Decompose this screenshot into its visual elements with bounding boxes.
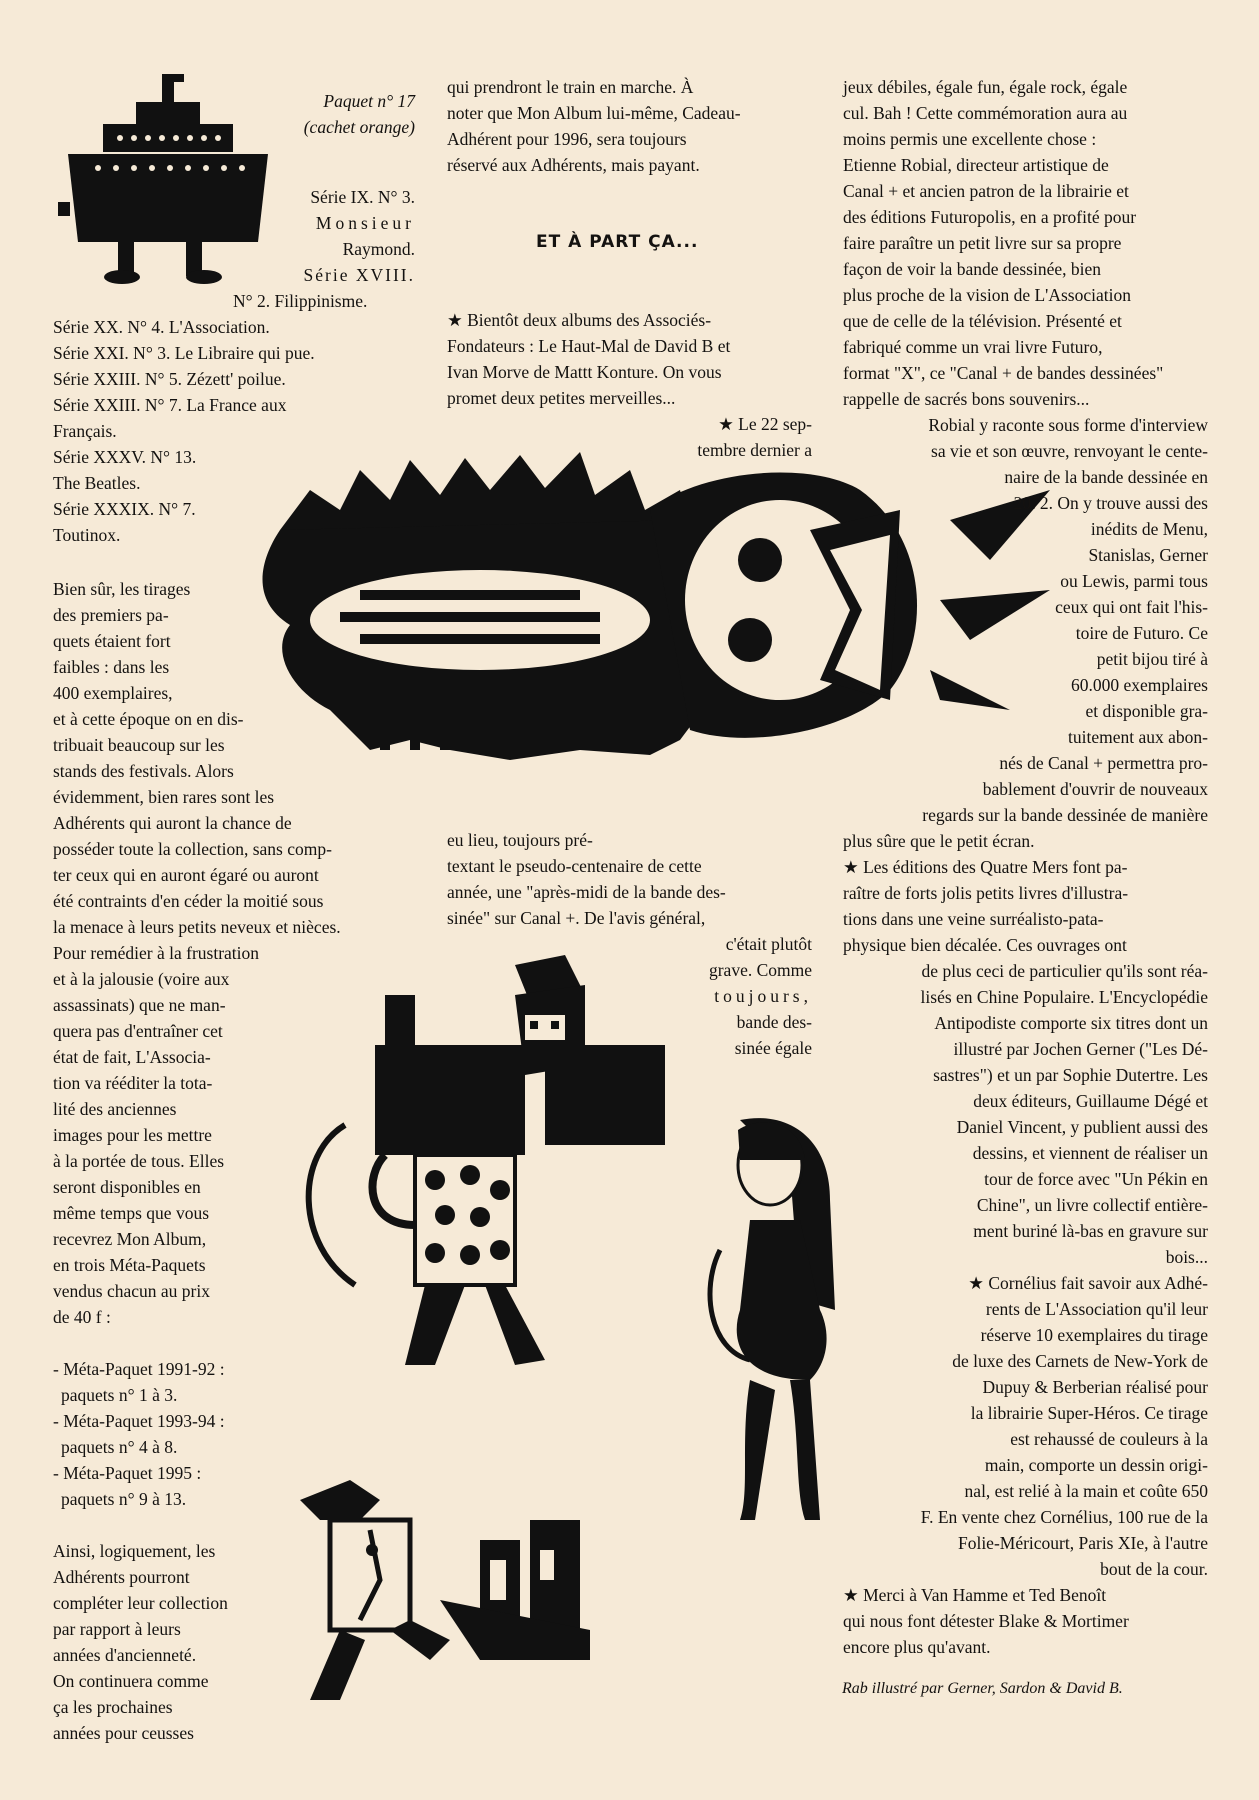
body-line: sinée égale — [734, 1038, 812, 1058]
body-line: grave. Comme — [708, 960, 812, 980]
body-line: Canal + et ancien patron de la librairie et — [843, 181, 1129, 201]
body-line: physique bien décalée. Ces ouvrages ont — [843, 935, 1127, 955]
body-line: lité des anciennes — [53, 1099, 177, 1119]
body-line: main, comporte un dessin origi- — [984, 1455, 1208, 1475]
body-line: en trois Méta-Paquets — [53, 1255, 206, 1275]
body-line: Pour remédier à la frustration — [53, 943, 260, 963]
body-line: est rehaussé de couleurs à la — [1010, 1429, 1208, 1449]
meta-list-item: paquets n° 4 à 8. — [61, 1437, 178, 1457]
body-line: encore plus qu'avant. — [843, 1637, 991, 1657]
body-line: année, une "après-midi de la bande des- — [447, 882, 726, 902]
body-line: de plus ceci de particulier qu'ils sont réa- — [921, 961, 1208, 981]
body-line: recevrez Mon Album, — [53, 1229, 207, 1249]
body-line: ★ Bientôt deux albums des Associés- — [447, 310, 712, 330]
body-line: images pour les mettre — [53, 1125, 212, 1145]
body-line: ★ Merci à Van Hamme et Ted Benoît — [843, 1585, 1107, 1605]
body-line: dessins, et viennent de réaliser un — [972, 1143, 1208, 1163]
body-line: tion va rééditer la tota- — [53, 1073, 213, 1093]
body-line: stands des festivals. Alors — [53, 761, 234, 781]
body-line: et disponible gra- — [1085, 701, 1208, 721]
column-1 — [53, 314, 413, 1746]
series-line: Série XXI. N° 3. Le Libraire qui pue. — [53, 343, 315, 363]
body-line: de 40 f : — [53, 1307, 111, 1327]
body-line: réserve 10 exemplaires du tirage — [980, 1325, 1208, 1345]
body-line: raître de forts jolis petits livres d'illustra- — [843, 883, 1129, 903]
body-line: ★ Cornélius fait savoir aux Adhé- — [968, 1273, 1208, 1293]
body-line: été contraints d'en céder la moitié sous — [53, 891, 324, 911]
body-line: Adhérent pour 1996, sera toujours — [447, 129, 687, 149]
body-line: quera pas d'entraîner cet — [53, 1021, 223, 1041]
column-2-items — [447, 307, 812, 411]
column-3 — [843, 74, 1208, 1660]
meta-list-item: - Méta-Paquet 1995 : — [53, 1463, 202, 1483]
body-line: ★ Les éditions des Quatre Mers font pa- — [843, 857, 1128, 877]
series-line: Série IX. N° 3. — [310, 187, 415, 207]
body-line: Folie-Méricourt, Paris XIe, à l'autre — [957, 1533, 1208, 1553]
woman-illustration — [680, 1110, 860, 1530]
body-line: deux éditeurs, Guillaume Dégé et — [973, 1091, 1208, 1111]
series-list-indented — [285, 184, 415, 288]
series-line: Monsieur — [315, 213, 415, 233]
body-line: bablement d'ouvrir de nouveaux — [982, 779, 1208, 799]
body-line: et à la jalousie (voire aux — [53, 969, 230, 989]
body-line: format "X", ce "Canal + de bandes dessinées" — [843, 363, 1164, 383]
body-line: ceux qui ont fait l'his- — [1055, 597, 1208, 617]
body-line: naire de la bande dessinée en — [1004, 467, 1208, 487]
meta-list-item: - Méta-Paquet 1991-92 : — [53, 1359, 225, 1379]
series-line: Toutinox. — [53, 525, 121, 545]
body-line: tembre dernier a — [697, 440, 812, 460]
body-line: ça les prochaines — [53, 1697, 173, 1717]
body-line: c'était plutôt — [725, 934, 812, 954]
paquet-subtitle: (cachet orange) — [303, 117, 415, 137]
body-line: Antipodiste comporte six titres dont un — [934, 1013, 1208, 1033]
body-line: Fondateurs : Le Haut-Mal de David B et — [447, 336, 731, 356]
series-line: Série XXIII. N° 5. Zézett' poilue. — [53, 369, 286, 389]
body-line: F. En vente chez Cornélius, 100 rue de la — [920, 1507, 1208, 1527]
body-line: évidemment, bien rares sont les — [53, 787, 275, 807]
body-line: à la portée de tous. Elles — [53, 1151, 225, 1171]
body-line: 400 exemplaires, — [53, 683, 173, 703]
paquet-title: Paquet n° 17 — [323, 91, 415, 111]
body-line: inédits de Menu, — [1090, 519, 1208, 539]
body-line: noter que Mon Album lui-même, Cadeau- — [447, 103, 741, 123]
body-line: que de celle de la télévision. Présenté et — [843, 311, 1122, 331]
body-line: 2072. On y trouve aussi des — [1013, 493, 1208, 513]
body-line: sinée" sur Canal +. De l'avis général, — [447, 908, 706, 928]
body-line: moins permis une excellente chose : — [843, 129, 1097, 149]
body-line: jeux débiles, égale fun, égale rock, égale — [843, 77, 1128, 97]
body-line: illustré par Jochen Gerner ("Les Dé- — [953, 1039, 1208, 1059]
body-line: Adhérents pourront — [53, 1567, 190, 1587]
body-line: lisés en Chine Populaire. L'Encyclopédie — [920, 987, 1208, 1007]
section-heading: ET À PART ÇA... — [536, 232, 699, 252]
series-line: Raymond. — [342, 239, 415, 259]
body-line: la librairie Super-Héros. Ce tirage — [970, 1403, 1208, 1423]
body-line: de luxe des Carnets de New-York de — [952, 1351, 1208, 1371]
meta-list-item: paquets n° 1 à 3. — [61, 1385, 178, 1405]
body-line: bout de la cour. — [1100, 1559, 1208, 1579]
body-line: sa vie et son œuvre, renvoyant le cente- — [931, 441, 1208, 461]
body-line: par rapport à leurs — [53, 1619, 181, 1639]
body-line: qui nous font détester Blake & Mortimer — [843, 1611, 1129, 1631]
body-line: regards sur la bande dessinée de manière — [922, 805, 1208, 825]
body-line: fabriqué comme un vrai livre Futuro, — [843, 337, 1103, 357]
body-line: Robial y raconte sous forme d'interview — [928, 415, 1208, 435]
series-line: Série XXIII. N° 7. La France aux — [53, 395, 287, 415]
body-line: réservé aux Adhérents, mais payant. — [447, 155, 700, 175]
series-line: N° 2. Filippinisme. — [233, 291, 368, 311]
body-line: rappelle de sacrés bons souvenirs... — [843, 389, 1090, 409]
series-line: Série XXXIX. N° 7. — [53, 499, 196, 519]
body-line: nal, est relié à la main et coûte 650 — [964, 1481, 1208, 1501]
body-line: Daniel Vincent, y publient aussi des — [956, 1117, 1208, 1137]
body-line: état de fait, L'Associa- — [53, 1047, 211, 1067]
body-line: quets étaient fort — [53, 631, 171, 651]
body-line: seront disponibles en — [53, 1177, 201, 1197]
body-line: et à cette époque on en dis- — [53, 709, 244, 729]
body-line: Ivan Morve de Mattt Konture. On vous — [447, 362, 722, 382]
series-line: The Beatles. — [53, 473, 141, 493]
body-line: tuitement aux abon- — [1068, 727, 1208, 747]
body-line: vendus chacun au prix — [53, 1281, 210, 1301]
body-line: eu lieu, toujours pré- — [447, 830, 593, 850]
body-line: promet deux petites merveilles... — [447, 388, 676, 408]
body-line: ou Lewis, parmi tous — [1060, 571, 1208, 591]
body-line: cul. Bah ! Cette commémoration aura au — [843, 103, 1128, 123]
series-line: Français. — [53, 421, 117, 441]
body-line: plus proche de la vision de L'Association — [843, 285, 1131, 305]
body-line: tour de force avec "Un Pékin en — [984, 1169, 1208, 1189]
body-line: assassinats) que ne man- — [53, 995, 226, 1015]
body-line: nés de Canal + permettra pro- — [999, 753, 1208, 773]
body-line: tribuait beaucoup sur les — [53, 735, 225, 755]
series-line: Série XX. N° 4. L'Association. — [53, 317, 270, 337]
body-line: années pour ceusses — [53, 1723, 194, 1743]
body-line: Adhérents qui auront la chance de — [53, 813, 292, 833]
body-line: bois... — [1165, 1247, 1208, 1267]
body-line: des éditions Futuropolis, en a profité pour — [843, 207, 1137, 227]
body-line: posséder toute la collection, sans comp- — [53, 839, 332, 859]
column-2-continued — [447, 827, 812, 931]
body-line: rents de L'Association qu'il leur — [985, 1299, 1208, 1319]
body-line: ★ Le 22 sep- — [718, 414, 812, 434]
body-line: bande des- — [736, 1012, 812, 1032]
body-line: Chine", un livre collectif entière- — [976, 1195, 1208, 1215]
body-line: faire paraître un petit livre sur sa propre — [843, 233, 1122, 253]
body-line: Dupuy & Berberian réalisé pour — [982, 1377, 1208, 1397]
body-line: tions dans une veine surréalisto-pata- — [843, 909, 1104, 929]
body-line: façon de voir la bande dessinée, bien — [843, 259, 1102, 279]
series-line: Série XVIII. — [303, 265, 415, 285]
body-line: toujours, — [714, 986, 812, 1006]
body-line: plus sûre que le petit écran. — [843, 831, 1035, 851]
body-line: ter ceux qui en auront égaré ou auront — [53, 865, 319, 885]
body-line: 60.000 exemplaires — [1070, 675, 1208, 695]
body-line: Ainsi, logiquement, les — [53, 1541, 216, 1561]
body-line: compléter leur collection — [53, 1593, 228, 1613]
body-line: toire de Futuro. Ce — [1075, 623, 1208, 643]
column-2-top — [447, 74, 812, 178]
body-line: Stanislas, Gerner — [1088, 545, 1208, 565]
body-line: des premiers pa- — [53, 605, 169, 625]
boat-illustration — [58, 72, 278, 287]
body-line: sastres") et un par Sophie Dutertre. Les — [933, 1065, 1208, 1085]
body-line: textant le pseudo-centenaire de cette — [447, 856, 702, 876]
body-line: ment buriné là-bas en gravure sur — [973, 1221, 1208, 1241]
body-line: Bien sûr, les tirages — [53, 579, 191, 599]
body-line: qui prendront le train en marche. À — [447, 77, 694, 97]
body-line: la menace à leurs petits neveux et nièces. — [53, 917, 341, 937]
body-line: années d'ancienneté. — [53, 1645, 197, 1665]
meta-list-item: paquets n° 9 à 13. — [61, 1489, 187, 1509]
body-line: Etienne Robial, directeur artistique de — [843, 155, 1109, 175]
body-line: même temps que vous — [53, 1203, 210, 1223]
body-line: faibles : dans les — [53, 657, 170, 677]
series-line: Série XXXV. N° 13. — [53, 447, 197, 467]
body-line: petit bijou tiré à — [1096, 649, 1208, 669]
body-line: On continuera comme — [53, 1671, 209, 1691]
illustration-credit: Rab illustré par Gerner, Sardon & David B. — [842, 1680, 1123, 1697]
meta-list-item: - Méta-Paquet 1993-94 : — [53, 1411, 225, 1431]
